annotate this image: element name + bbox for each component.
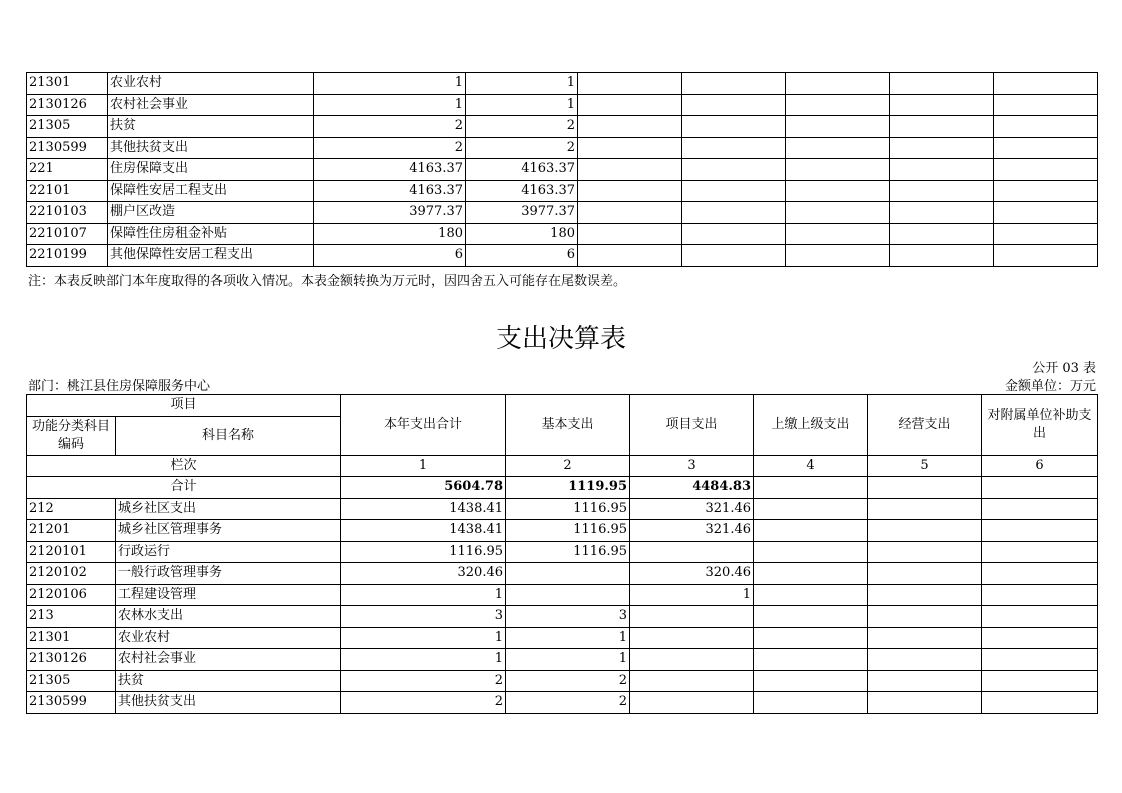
total-value: 5604.78 [341, 477, 506, 499]
subject-code: 2130126 [27, 94, 108, 116]
empty-cell [868, 541, 982, 563]
basic-value: 1116.95 [506, 498, 630, 520]
subject-name: 农业农村 [116, 627, 341, 649]
empty-cell [982, 477, 1098, 499]
subject-name: 农村社会事业 [116, 649, 341, 671]
basic-value [506, 563, 630, 585]
empty-cell [994, 202, 1098, 224]
amount-cell: 2 [466, 116, 578, 138]
subject-code: 2210103 [27, 202, 108, 224]
empty-cell [982, 584, 1098, 606]
empty-cell [578, 159, 682, 181]
empty-cell [982, 498, 1098, 520]
empty-cell [994, 116, 1098, 138]
subsidy-header: 对附属单位补助支出 [982, 395, 1098, 456]
subject-name: 其他扶贫支出 [116, 692, 341, 714]
amount-cell: 1 [314, 94, 466, 116]
subject-code: 21301 [27, 627, 116, 649]
empty-cell [994, 245, 1098, 267]
empty-cell [868, 563, 982, 585]
empty-cell [578, 116, 682, 138]
empty-cell [754, 627, 868, 649]
header-row [27, 395, 1098, 417]
amount-cell: 3977.37 [314, 202, 466, 224]
table-row [27, 137, 1098, 159]
subject-name: 其他保障性安居工程支出 [108, 245, 314, 267]
empty-cell [754, 649, 868, 671]
empty-cell [578, 245, 682, 267]
subject-code: 2120102 [27, 563, 116, 585]
func-code-header: 功能分类科目编码 [27, 416, 116, 455]
basic-value: 1116.95 [506, 520, 630, 542]
total-header: 本年支出合计 [341, 395, 506, 456]
subject-code: 2210107 [27, 223, 108, 245]
total-label: 合计 [27, 477, 341, 499]
upper-header: 上缴上级支出 [754, 395, 868, 456]
subject-code: 21305 [27, 670, 116, 692]
column-number: 1 [341, 455, 506, 477]
subject-name: 农业农村 [108, 73, 314, 95]
total-value: 1438.41 [341, 520, 506, 542]
subject-name: 其他扶贫支出 [108, 137, 314, 159]
empty-cell [786, 245, 890, 267]
empty-cell [754, 498, 868, 520]
project-value: 1 [630, 584, 754, 606]
amount-cell: 6 [314, 245, 466, 267]
empty-cell [868, 584, 982, 606]
amount-cell: 1 [466, 94, 578, 116]
basic-header: 基本支出 [506, 395, 630, 456]
total-value: 1 [341, 627, 506, 649]
empty-cell [890, 180, 994, 202]
total-value: 1 [341, 584, 506, 606]
total-value: 1438.41 [341, 498, 506, 520]
empty-cell [682, 180, 786, 202]
empty-cell [890, 223, 994, 245]
column-number: 2 [506, 455, 630, 477]
empty-cell [982, 649, 1098, 671]
table-row [27, 627, 1098, 649]
department-label: 部门：桃江县住房保障服务中心 [28, 379, 211, 394]
empty-cell [982, 541, 1098, 563]
project-value [630, 692, 754, 714]
empty-cell [578, 94, 682, 116]
basic-value: 1 [506, 627, 630, 649]
empty-cell [868, 670, 982, 692]
table-row [27, 498, 1098, 520]
subject-name: 保障性住房租金补贴 [108, 223, 314, 245]
amount-cell: 180 [314, 223, 466, 245]
empty-cell [754, 477, 868, 499]
total-row [27, 477, 1098, 499]
subject-name-header: 科目名称 [116, 416, 341, 455]
empty-cell [786, 180, 890, 202]
subject-code: 21201 [27, 520, 116, 542]
column-number: 5 [868, 455, 982, 477]
table-row [27, 180, 1098, 202]
subject-code: 213 [27, 606, 116, 628]
page-title: 支出决算表 [495, 324, 626, 354]
empty-cell [682, 116, 786, 138]
empty-cell [890, 245, 994, 267]
empty-cell [682, 159, 786, 181]
project-value: 321.46 [630, 520, 754, 542]
empty-cell [754, 520, 868, 542]
income-table-continuation [26, 72, 1098, 267]
empty-cell [982, 563, 1098, 585]
amount-unit-label: 金额单位：万元 [1004, 379, 1096, 394]
subject-code: 2120106 [27, 584, 116, 606]
amount-cell: 2 [314, 137, 466, 159]
table-row [27, 116, 1098, 138]
subject-name: 农林水支出 [116, 606, 341, 628]
subject-name: 行政运行 [116, 541, 341, 563]
basic-value: 3 [506, 606, 630, 628]
subject-code: 212 [27, 498, 116, 520]
table-code: 公开 03 表 [1032, 361, 1096, 376]
subject-name: 住房保障支出 [108, 159, 314, 181]
subject-name: 城乡社区支出 [116, 498, 341, 520]
total-value: 2 [341, 692, 506, 714]
empty-cell [868, 498, 982, 520]
empty-cell [868, 520, 982, 542]
empty-cell [682, 73, 786, 95]
table-row [27, 670, 1098, 692]
project-expense-header: 项目支出 [630, 395, 754, 456]
subject-code: 2130599 [27, 692, 116, 714]
empty-cell [754, 692, 868, 714]
empty-cell [786, 94, 890, 116]
basic-value: 1116.95 [506, 541, 630, 563]
subject-name: 棚户区改造 [108, 202, 314, 224]
empty-cell [982, 670, 1098, 692]
empty-cell [682, 137, 786, 159]
empty-cell [786, 202, 890, 224]
table-row [27, 649, 1098, 671]
empty-cell [868, 692, 982, 714]
project-value [630, 627, 754, 649]
column-number: 3 [630, 455, 754, 477]
project-header: 项目 [27, 395, 341, 417]
empty-cell [982, 520, 1098, 542]
amount-cell: 2 [314, 116, 466, 138]
amount-cell: 2 [466, 137, 578, 159]
amount-cell: 1 [314, 73, 466, 95]
empty-cell [578, 223, 682, 245]
basic-value [506, 584, 630, 606]
table-row [27, 223, 1098, 245]
empty-cell [754, 563, 868, 585]
project-value: 321.46 [630, 498, 754, 520]
amount-cell: 4163.37 [314, 159, 466, 181]
empty-cell [982, 627, 1098, 649]
empty-cell [994, 180, 1098, 202]
business-header: 经营支出 [868, 395, 982, 456]
total-value: 3 [341, 606, 506, 628]
empty-cell [786, 137, 890, 159]
subject-code: 21305 [27, 116, 108, 138]
table-row [27, 606, 1098, 628]
subject-name: 工程建设管理 [116, 584, 341, 606]
empty-cell [994, 223, 1098, 245]
empty-cell [890, 202, 994, 224]
subject-code: 2130599 [27, 137, 108, 159]
project-value [630, 670, 754, 692]
amount-cell: 3977.37 [466, 202, 578, 224]
empty-cell [890, 159, 994, 181]
subject-name: 扶贫 [108, 116, 314, 138]
empty-cell [994, 94, 1098, 116]
amount-cell: 4163.37 [314, 180, 466, 202]
empty-cell [890, 137, 994, 159]
empty-cell [682, 94, 786, 116]
table-row [27, 520, 1098, 542]
amount-cell: 4163.37 [466, 180, 578, 202]
subject-name: 农村社会事业 [108, 94, 314, 116]
empty-cell [868, 606, 982, 628]
table-row [27, 541, 1098, 563]
subject-code: 22101 [27, 180, 108, 202]
empty-cell [786, 223, 890, 245]
table-row [27, 159, 1098, 181]
empty-cell [982, 692, 1098, 714]
subject-code: 21301 [27, 73, 108, 95]
empty-cell [754, 670, 868, 692]
total-value: 320.46 [341, 563, 506, 585]
amount-cell: 1 [466, 73, 578, 95]
table-row [27, 563, 1098, 585]
total-value: 1 [341, 649, 506, 671]
empty-cell [868, 477, 982, 499]
subject-name: 保障性安居工程支出 [108, 180, 314, 202]
column-index-row [27, 455, 1098, 477]
basic-value: 2 [506, 692, 630, 714]
empty-cell [578, 137, 682, 159]
table-row [27, 692, 1098, 714]
empty-cell [994, 73, 1098, 95]
table-row [27, 584, 1098, 606]
empty-cell [754, 541, 868, 563]
empty-cell [578, 180, 682, 202]
column-index-label: 栏次 [27, 455, 341, 477]
empty-cell [982, 606, 1098, 628]
empty-cell [994, 159, 1098, 181]
empty-cell [786, 159, 890, 181]
table-row [27, 202, 1098, 224]
subject-name: 城乡社区管理事务 [116, 520, 341, 542]
amount-cell: 180 [466, 223, 578, 245]
basic-value: 1 [506, 649, 630, 671]
empty-cell [754, 606, 868, 628]
amount-cell: 4163.37 [466, 159, 578, 181]
empty-cell [682, 202, 786, 224]
table-note: 注：本表反映部门本年度取得的各项收入情况。本表金额转换为万元时，因四舍五入可能存在尾数误差。 [28, 274, 627, 289]
project-value [630, 541, 754, 563]
table-row [27, 73, 1098, 95]
column-number: 6 [982, 455, 1098, 477]
project-value [630, 606, 754, 628]
project-value: 320.46 [630, 563, 754, 585]
empty-cell [682, 245, 786, 267]
empty-cell [890, 73, 994, 95]
table-row [27, 94, 1098, 116]
subject-code: 2130126 [27, 649, 116, 671]
empty-cell [890, 116, 994, 138]
subject-code: 221 [27, 159, 108, 181]
empty-cell [994, 137, 1098, 159]
table-row [27, 245, 1098, 267]
empty-cell [578, 73, 682, 95]
empty-cell [786, 73, 890, 95]
empty-cell [754, 584, 868, 606]
column-number: 4 [754, 455, 868, 477]
subject-name: 扶贫 [116, 670, 341, 692]
basic-value: 2 [506, 670, 630, 692]
empty-cell [890, 94, 994, 116]
empty-cell [786, 116, 890, 138]
subject-code: 2120101 [27, 541, 116, 563]
subject-name: 一般行政管理事务 [116, 563, 341, 585]
total-value: 1116.95 [341, 541, 506, 563]
expenditure-table [26, 394, 1098, 714]
project-value: 4484.83 [630, 477, 754, 499]
project-value [630, 649, 754, 671]
total-value: 2 [341, 670, 506, 692]
subject-code: 2210199 [27, 245, 108, 267]
amount-cell: 6 [466, 245, 578, 267]
empty-cell [578, 202, 682, 224]
empty-cell [682, 223, 786, 245]
empty-cell [868, 649, 982, 671]
basic-value: 1119.95 [506, 477, 630, 499]
empty-cell [868, 627, 982, 649]
